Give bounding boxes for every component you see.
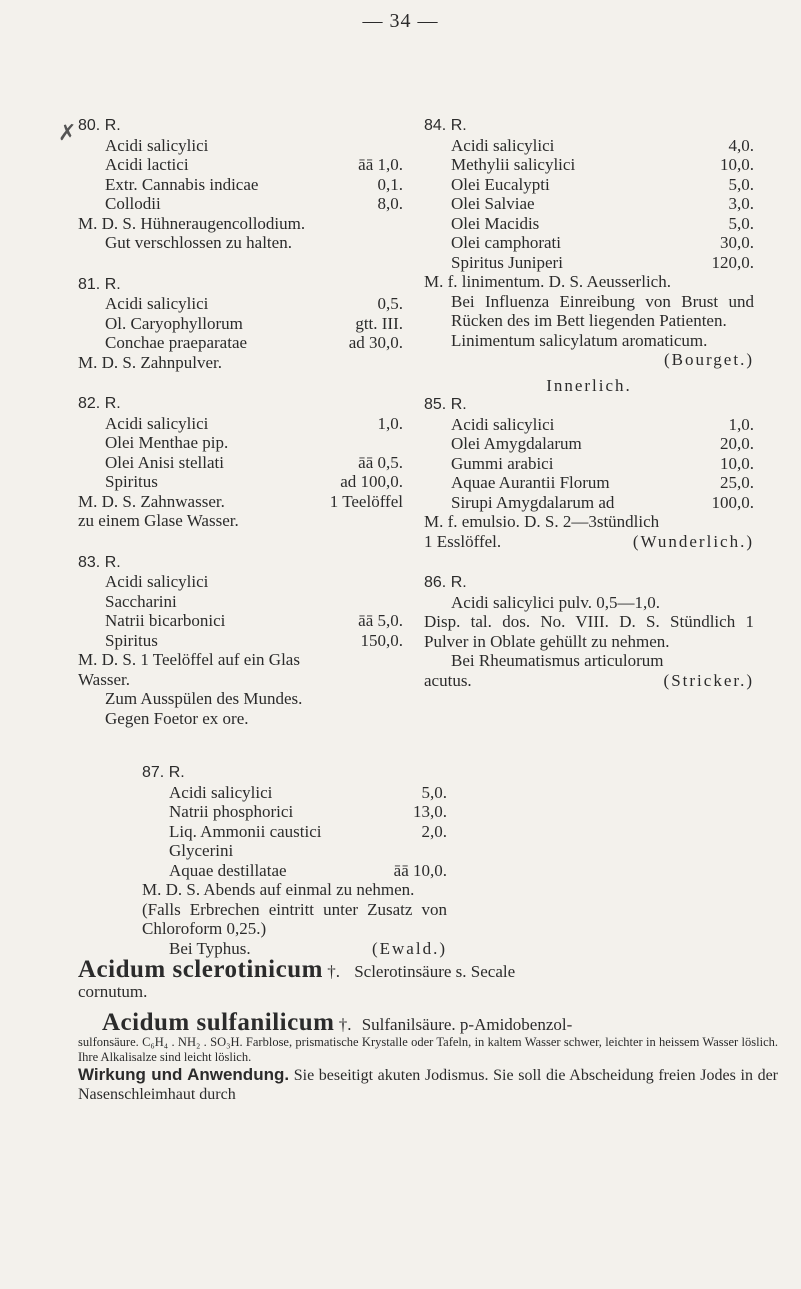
usage-text: acutus.: [424, 670, 472, 690]
ingredient-row: [424, 155, 754, 175]
ingredient-name: Natrii phosphorici: [169, 802, 294, 821]
usage-heading: Wirkung und Anwendung.: [78, 1064, 290, 1084]
usage-text: Bei Influenza Einreibung von Brust und Rücken des im Bett liegenden Patienten.: [451, 291, 754, 330]
dose-text: 1 Esslöffel.: [424, 531, 502, 551]
ingredient-amount: 150,0.: [360, 630, 403, 650]
ingredient-name: Acidi salicylici: [105, 413, 209, 433]
ingredient-row: [424, 473, 754, 493]
ingredient-row: [78, 136, 403, 156]
ingredient-row: [142, 802, 447, 822]
ingredient-name: Extr. Cannabis indicae: [105, 174, 259, 194]
ingredient-amount: 0,1.: [377, 174, 403, 194]
ingredient-name: Sirupi Amygdalarum ad: [451, 492, 615, 512]
ingredient-row: [78, 572, 403, 592]
entry-text: Sulfanilsäure. p-Amidobenzol-: [361, 1015, 573, 1034]
ingredient-row: [142, 822, 447, 842]
ingredient-amount: 1,0.: [728, 414, 754, 434]
ingredient-row: [78, 631, 403, 651]
ingredient-amount: 5,0.: [728, 174, 754, 194]
ingredient-name: Olei Anisi stellati: [105, 452, 224, 472]
ingredient-row: [78, 175, 403, 195]
author-credit: (Bourget.): [663, 350, 754, 369]
ingredient-row: [142, 861, 447, 881]
ingredient-amount: 5,0.: [728, 213, 754, 233]
ingredient-amount: 10,0.: [720, 155, 754, 174]
ingredient-name: Olei Eucalypti: [451, 174, 550, 194]
recipe-number: 83. R.: [78, 553, 121, 571]
entry-headword: Acidum sclerotinicum: [78, 956, 323, 983]
signature-line: M. f. linimentum. D. S. Aeusserlich.: [424, 272, 671, 291]
left-column: [78, 116, 403, 750]
ingredient-amount: 3,0.: [728, 194, 754, 213]
ingredient-row: [424, 233, 754, 253]
signature-line-cont: Wasser.: [78, 669, 130, 689]
ingredient-row: [78, 472, 403, 492]
ingredient-amount: ad 30,0.: [348, 333, 403, 352]
note-line: Gegen Foetor ex ore.: [105, 708, 249, 728]
ingredient-row: [78, 592, 403, 612]
ingredient-row: [78, 194, 403, 214]
signature-line: M. f. emulsio. D. S. 2—3stündlich: [424, 512, 660, 531]
ingredient-row: [78, 414, 403, 434]
ingredient-row: [424, 136, 754, 156]
ingredient-row: [142, 841, 447, 861]
note-line: Gut verschlossen zu halten.: [105, 233, 292, 252]
entry-headword: Acidum sulfanilicum: [102, 1009, 335, 1036]
ingredient-row: [424, 214, 754, 234]
indication-text: Bei Typhus.: [169, 938, 251, 958]
signature-line: M. D. S. 1 Teelöffel auf ein Glas: [78, 650, 300, 669]
author-credit: (Wunderlich.): [632, 531, 754, 551]
ingredient-row: [78, 155, 403, 175]
ingredient-name: Acidi salicylici: [451, 135, 555, 155]
ingredient-row: [424, 434, 754, 454]
ingredient-amount: 0,5.: [377, 294, 403, 313]
ingredient-name: Olei camphorati: [451, 233, 561, 252]
ingredient-row: [78, 314, 403, 334]
ingredient-name: Liq. Ammonii caustici: [169, 821, 322, 841]
usage-text: Sie beseitigt akuten Jodismus. Sie soll die Abscheidung freien Jodes in der Nasenschleimhaut durch: [78, 1066, 779, 1103]
ingredient-name: Olei Salviae: [451, 194, 535, 213]
section-heading: Innerlich.: [546, 375, 632, 395]
ingredient-amount: āā 10,0.: [393, 860, 447, 880]
entry-acidum-sulfanilicum: [78, 1009, 779, 1104]
ingredient-name: Spiritus: [105, 472, 158, 491]
usage-text: Bei Rheumatismus articulorum: [451, 651, 664, 670]
margin-checkmark-icon: ✗: [58, 120, 77, 145]
ingredient-name: Acidi salicylici: [105, 135, 209, 155]
ingredient-amount: gtt. III.: [355, 313, 403, 333]
ingredient-amount: āā 1,0.: [358, 155, 403, 174]
ingredient-name: Natrii bicarbonici: [105, 611, 226, 630]
ingredient-name: Glycerini: [169, 841, 234, 860]
ingredient-name: Acidi salicylici: [451, 414, 555, 434]
ingredient-name: Conchae praeparatae: [105, 333, 248, 352]
entry-description: sulfonsäure. C₆H₄ . NH₂ . SO₃H. Farblose, prismatische Krystalle oder Tafeln, in kaltem Wasser schwer, leichter in heissem Wasser löslich. Ihre Alkalisalze sind leicht löslich.: [78, 1034, 778, 1064]
signature-line: M. D. S. Zahnwasser.: [78, 491, 225, 511]
page-number: — 34 —: [362, 10, 439, 32]
dispensing-text: Disp. tal. dos. No. VIII. D. S. Stündlich 1 Pulver in Oblate gehüllt zu nehmen.: [424, 612, 754, 651]
recipe-82: [78, 394, 403, 531]
ingredient-amount: 30,0.: [720, 233, 754, 252]
ingredient-row: [424, 175, 754, 195]
recipe-number: 80. R.: [78, 117, 121, 134]
ingredient-amount: 5,0.: [421, 782, 447, 802]
signature-line: M. D. S. Zahnpulver.: [78, 352, 223, 372]
signature-row: [78, 492, 403, 512]
note-line: zu einem Glase Wasser.: [78, 511, 239, 530]
ingredient-amount: 25,0.: [720, 473, 754, 492]
ingredient-row: [78, 333, 403, 353]
ingredient-amount: 2,0.: [421, 821, 447, 841]
entry-text-cont: cornutum.: [78, 981, 148, 1001]
ingredient-name: Acidi salicylici: [169, 782, 273, 802]
ingredient-line: Acidi salicylici pulv. 0,5—1,0.: [451, 592, 661, 612]
signature-line: M. D. S. Abends auf einmal zu nehmen.: [142, 880, 415, 899]
ingredient-name: Saccharini: [105, 591, 177, 611]
ingredient-name: Aquae destillatae: [169, 860, 287, 880]
dagger-mark: †.: [327, 962, 340, 981]
recipe-86: [424, 573, 754, 690]
ingredient-amount: 4,0.: [728, 135, 754, 155]
ingredient-name: Acidi lactici: [105, 155, 189, 174]
ingredient-name: Olei Amygdalarum: [451, 434, 582, 453]
recipe-number: 81. R.: [78, 275, 121, 293]
ingredient-name: Spiritus: [105, 630, 158, 650]
recipe-number: 86. R.: [424, 574, 467, 591]
ingredient-row: [78, 453, 403, 473]
ingredient-name: Acidi salicylici: [105, 294, 209, 313]
recipe-80: [78, 116, 403, 253]
dose-row: [424, 532, 754, 552]
ingredient-amount: āā 0,5.: [358, 452, 403, 472]
recipe-81: [78, 275, 403, 373]
ingredient-name: Collodii: [105, 194, 161, 213]
recipe-84: [424, 116, 754, 395]
ingredient-name: Ol. Caryophyllorum: [105, 313, 243, 333]
entry-acidum-sclerotinicum: [78, 956, 778, 1001]
ingredient-row: [424, 415, 754, 435]
ingredient-row: [142, 783, 447, 803]
entry-usage: [78, 1065, 778, 1104]
ingredient-amount: 13,0.: [413, 802, 447, 821]
ingredient-row: [424, 194, 754, 214]
dose-text: 1 Teelöffel: [329, 491, 403, 511]
ingredient-name: Gummi arabici: [451, 453, 554, 473]
ingredient-row: [424, 454, 754, 474]
recipe-number: 82. R.: [78, 395, 121, 412]
ingredient-name: Aquae Aurantii Florum: [451, 473, 610, 492]
recipe-85: [424, 395, 754, 551]
right-column: [424, 116, 754, 690]
ingredient-row: [78, 433, 403, 453]
ingredient-amount: ad 100,0.: [340, 472, 403, 491]
ingredient-name: Olei Menthae pip.: [105, 433, 229, 452]
ingredient-name: Acidi salicylici: [105, 572, 209, 591]
ingredient-name: Olei Macidis: [451, 213, 540, 233]
ingredient-row: [78, 294, 403, 314]
ingredient-amount: 1,0.: [377, 413, 403, 433]
ingredient-row: [424, 493, 754, 513]
note-line: Zum Ausspülen des Mundes.: [105, 689, 303, 708]
ingredient-amount: 20,0.: [720, 434, 754, 453]
ingredient-amount: āā 5,0.: [358, 611, 403, 630]
usage-row: [424, 671, 754, 691]
entry-text: Sclerotinsäure s. Secale: [354, 962, 516, 981]
recipe-87: [142, 763, 447, 958]
recipe-number: 84. R.: [424, 117, 467, 134]
ingredient-row: [424, 253, 754, 273]
ingredient-row: [78, 611, 403, 631]
ingredient-amount: 10,0.: [720, 453, 754, 473]
dagger-mark: †.: [338, 1015, 352, 1034]
ingredient-amount: 100,0.: [711, 492, 754, 512]
note-line: (Falls Erbrechen eintritt unter Zusatz von Chloroform 0,25.): [142, 899, 447, 938]
ingredient-name: Methylii salicylici: [451, 155, 576, 174]
recipe-number: 87. R.: [142, 764, 185, 781]
ingredient-name: Spiritus Juniperi: [451, 252, 563, 272]
recipe-number: 85. R.: [424, 396, 467, 413]
recipe-83: [78, 553, 403, 729]
drug-entries: [78, 956, 779, 1116]
author-credit: (Stricker.): [663, 670, 754, 690]
signature-line: M. D. S. Hühneraugencollodium.: [78, 213, 306, 233]
ingredient-amount: 120,0.: [711, 252, 754, 272]
author-credit: (Ewald.): [371, 938, 447, 958]
ingredient-amount: 8,0.: [377, 194, 403, 213]
remedy-name: Linimentum salicylatum aromaticum.: [451, 330, 708, 350]
